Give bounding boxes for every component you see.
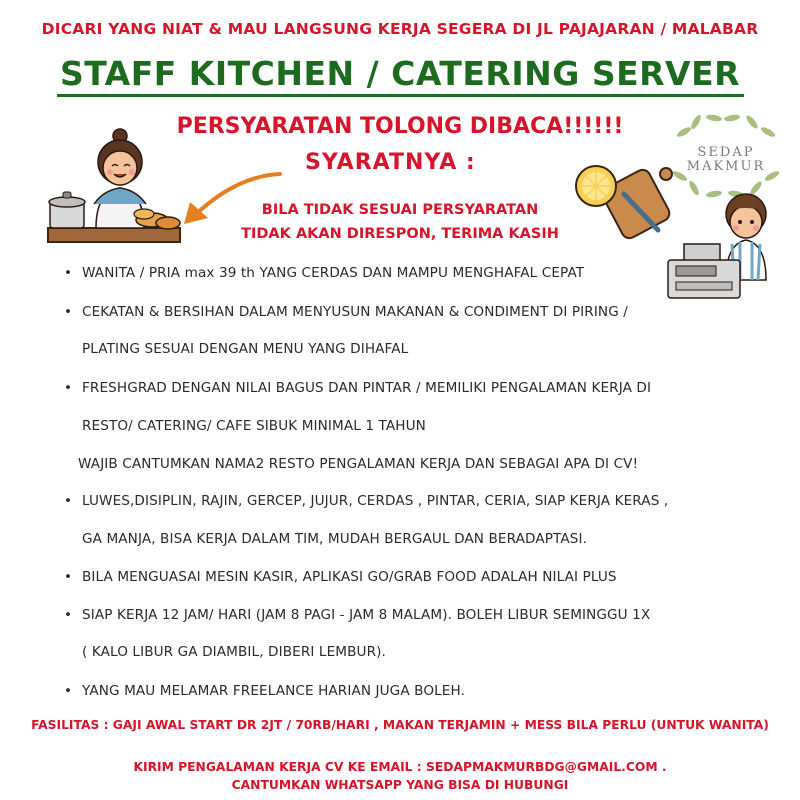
arrow-icon xyxy=(176,168,286,230)
title-underline xyxy=(57,94,744,97)
list-item-text: WAJIB CANTUMKAN NAMA2 RESTO PENGALAMAN KERJA DAN SEBAGAI APA DI CV! xyxy=(78,456,639,472)
list-item xyxy=(78,456,638,472)
list-item-text: GA MANJA, BISA KERJA DALAM TIM, MUDAH BERGAUL DAN BERADAPTASI. xyxy=(82,531,588,547)
list-item-text: CEKATAN & BERSIHAN DALAM MENYUSUN MAKANAN & CONDIMENT DI PIRING / xyxy=(82,304,628,320)
list-item xyxy=(64,304,628,320)
bullet: • xyxy=(64,265,73,281)
top-line: DICARI YANG NIAT & MAU LANGSUNG KERJA SEGERA DI JL PAJAJARAN / MALABAR xyxy=(41,20,759,38)
page-title: STAFF KITCHEN / CATERING SERVER xyxy=(59,54,741,93)
bullet: • xyxy=(64,569,73,585)
list-item-text: SIAP KERJA 12 JAM/ HARI (JAM 8 PAGI - JAM 8 MALAM). BOLEH LIBUR SEMINGGU 1X xyxy=(82,607,651,623)
send-cv-line: KIRIM PENGALAMAN KERJA CV KE EMAIL : SEDAPMAKMURBDG@GMAIL.COM . xyxy=(133,760,667,774)
list-item-text: LUWES,DISIPLIN, RAJIN, GERCEP, JUJUR, CERDAS , PINTAR, CERIA, SIAP KERJA KERAS , xyxy=(82,493,669,509)
facilities-line: FASILITAS : GAJI AWAL START DR 2JT / 70RB/HARI , MAKAN TERJAMIN + MESS BILA PERLU (UNTUK WANITA) xyxy=(31,718,769,732)
sedap-makmur-logo xyxy=(670,112,782,202)
list-item-text: ( KALO LIBUR GA DIAMBIL, DIBERI LEMBUR). xyxy=(82,644,386,660)
whatsapp-line: CANTUMKAN WHATSAPP YANG BISA DI HUBUNGI xyxy=(231,778,569,792)
requirements-heading: PERSYARATAN TOLONG DIBACA!!!!!! xyxy=(176,114,624,139)
bullet: • xyxy=(64,607,73,623)
warning-line-1: BILA TIDAK SESUAI PERSYARATAN xyxy=(261,202,539,218)
list-item xyxy=(64,341,408,357)
list-item-text: RESTO/ CATERING/ CAFE SIBUK MINIMAL 1 TAHUN xyxy=(82,418,426,434)
list-item-text: WANITA / PRIA max 39 th YANG CERDAS DAN MAMPU MENGHAFAL CEPAT xyxy=(82,265,585,281)
syarat-label: SYARATNYA : xyxy=(305,150,476,175)
list-item xyxy=(64,493,668,509)
chef-illustration xyxy=(44,128,184,250)
list-item xyxy=(64,380,651,396)
warning-line-2: TIDAK AKAN DIRESPON, TERIMA KASIH xyxy=(241,226,559,242)
list-item xyxy=(64,569,617,585)
bullet: • xyxy=(64,683,73,699)
bullet: • xyxy=(64,304,73,320)
list-item-text: BILA MENGUASAI MESIN KASIR, APLIKASI GO/GRAB FOOD ADALAH NILAI PLUS xyxy=(82,569,617,585)
list-item xyxy=(64,644,386,660)
bullet: • xyxy=(64,493,73,509)
cashier-illustration xyxy=(666,190,786,305)
logo-line-1: SEDAP xyxy=(697,145,755,160)
list-item xyxy=(64,418,426,434)
bullet: • xyxy=(64,380,73,396)
list-item-text: PLATING SESUAI DENGAN MENU YANG DIHAFAL xyxy=(82,341,409,357)
list-item-text: YANG MAU MELAMAR FREELANCE HARIAN JUGA BOLEH. xyxy=(82,683,465,699)
list-item xyxy=(64,683,465,699)
logo-line-2: MAKMUR xyxy=(686,159,766,174)
list-item xyxy=(64,531,587,547)
cutting-board-illustration xyxy=(574,160,674,244)
list-item-text: FRESHGRAD DENGAN NILAI BAGUS DAN PINTAR / MEMILIKI PENGALAMAN KERJA DI xyxy=(82,380,652,396)
list-item xyxy=(64,607,650,623)
list-item xyxy=(64,265,584,281)
